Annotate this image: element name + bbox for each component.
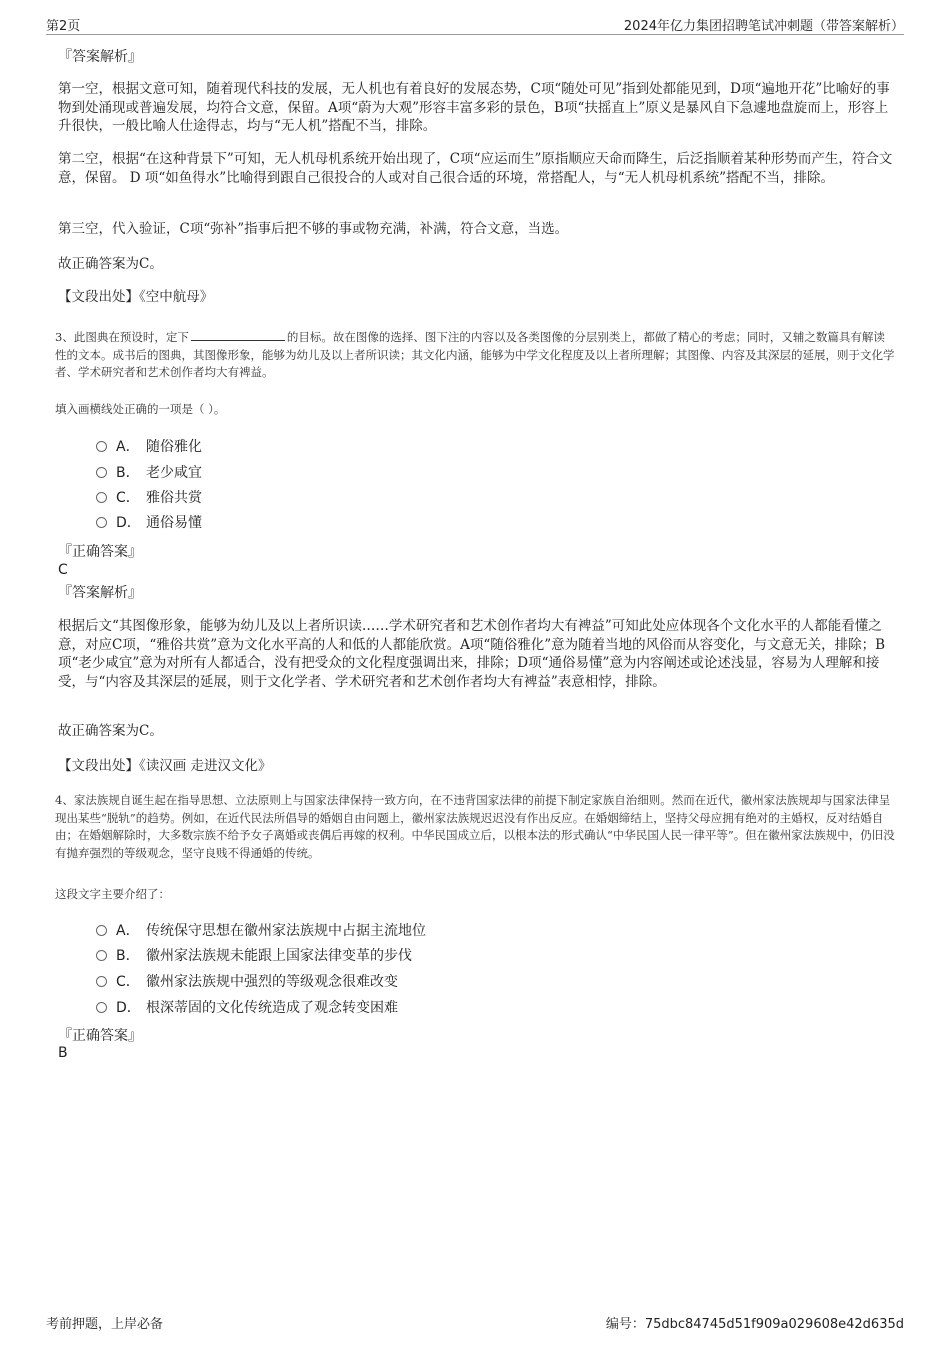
question-4-prompt: 这段文字主要介绍了： (55, 887, 170, 901)
analysis-paragraph-3: 第三空，代入验证，C项“弥补”指事后把不够的事或物充满，补满，符合文意，当选。 (58, 221, 569, 237)
option-b[interactable]: B． 徽州家法族规未能跟上国家法律变革的步伐 (96, 946, 412, 966)
page-number: 第2页 (46, 19, 81, 34)
radio-icon[interactable] (96, 1002, 107, 1013)
correct-answer: C (58, 562, 68, 578)
page-header (46, 14, 904, 35)
analysis-paragraph-2: 第二空，根据“在这种背景下”可知，无人机母机系统开始出现了，C项“应运而生”原指顺应天命而降生，后泛指顺着某种形势而产生，符合文意，保留。 D 项“如鱼得水”比喻得到跟自己很投合的人或对自己很合适的环境，常搭配人，与“无人机母机系统”搭配不当，排除。 (58, 151, 893, 186)
option-c[interactable]: C． 徽州家法族规中强烈的等级观念很难改变 (96, 972, 398, 992)
option-a[interactable]: A． 传统保守思想在徽州家法族规中占据主流地位 (96, 921, 426, 941)
radio-icon[interactable] (96, 467, 107, 478)
radio-icon[interactable] (96, 925, 107, 936)
radio-icon[interactable] (96, 492, 107, 503)
question-3-text: 3、此图典在预设时，定下 的目标。故在图像的选择、图下注的内容以及各类图像的分层别类上，都做了精心的考虑；同时，又辅之数篇具有解读性的文本。成书后的图典，其图像形象，能够为幼儿及以上者所识读；其文化内涵，能够为中学文化程度及以上者所理解；其图像、内容及其深层的延展，则于文化学者、学术研究者和艺术创作者均大有裨益。 (55, 330, 895, 379)
question-4-text: 4、家法族规自诞生起在指导思想、立法原则上与国家法律保持一致方向，在不违背国家法律的前提下制定家族自治细则。然而在近代，徽州家法族规却与国家法律呈现出某些“脱轨”的趋势。例如，在近代民法所倡导的婚姻自由问题上，徽州家法族规迟迟没有作出反应。在婚姻缔结上，坚持父母应拥有绝对的主婚权，反对结婚自由；在婚姻解除时，大多数宗族不给予女子离婚或丧偶后再嫁的权利。中华民国成立后，以根本法的形式确认“中华民国人民一律平等”。但在徽州家法族规中，仍旧没有抛弃强烈的等级观念，坚守良贱不得通婚的传统。 (55, 793, 895, 860)
option-a[interactable]: A． 随俗雅化 (96, 437, 202, 457)
option-c[interactable]: C． 雅俗共赏 (96, 488, 202, 508)
question-3-prompt: 填入画横线处正确的一项是（ ）。 (55, 402, 226, 416)
radio-icon[interactable] (96, 441, 107, 452)
option-d[interactable]: D． 通俗易懂 (96, 513, 202, 533)
correct-answer: B (58, 1045, 68, 1061)
document-code: 编号：75dbc84745d51f909a029608e42d635d (605, 1317, 904, 1332)
radio-icon[interactable] (96, 976, 107, 987)
footer-slogan: 考前押题，上岸必备 (46, 1317, 164, 1332)
radio-icon[interactable] (96, 517, 107, 528)
option-d[interactable]: D． 根深蒂固的文化传统造成了观念转变困难 (96, 998, 398, 1018)
analysis-label: 『答案解析』 (58, 585, 142, 601)
document-title: 2024年亿力集团招聘笔试冲刺题（带答案解析） (623, 19, 904, 34)
correct-answer-label: 『正确答案』 (58, 1028, 142, 1044)
conclusion: 故正确答案为C。 (58, 256, 163, 272)
radio-icon[interactable] (96, 950, 107, 961)
analysis-label: 『答案解析』 (58, 49, 142, 65)
option-b[interactable]: B． 老少咸宜 (96, 463, 202, 483)
question-3-analysis: 根据后文“其图像形象，能够为幼儿及以上者所识读……学术研究者和艺术创作者均大有裨益”可知此处应体现各个文化水平的人都能看懂之意，对应C项，“雅俗共赏”意为文化水平高的人和低的人都能欣赏。A项“随俗雅化”意为随着当地的风俗而从容变化，与文意无关，排除；B项“老少咸宜”意为对所有人都适合，没有把受众的文化程度强调出来，排除；D项“通俗易懂”意为内容阐述或论述浅显，容易为人理解和接受，与“内容及其深层的延展，则于文化学者、学术研究者和艺术创作者均大有裨益”表意相悖，排除。 (58, 618, 886, 690)
correct-answer-label: 『正确答案』 (58, 544, 142, 560)
conclusion: 故正确答案为C。 (58, 723, 163, 739)
source-citation: 【文段出处】《读汉画 走进汉文化》 (58, 758, 272, 774)
source-citation: 【文段出处】《空中航母》 (58, 289, 214, 305)
analysis-paragraph-1: 第一空，根据文意可知，随着现代科技的发展，无人机也有着良好的发展态势，C项“随处可见”指到处都能见到，D项“遍地开花”比喻好的事物到处涌现或普遍发展，均符合文意，保留。A项“蔚为大观”形容丰富多彩的景色，B项“扶摇直上”原义是暴风自下急遽地盘旋而上，形容上升很快，一般比喻人仕途得志，均与“无人机”搭配不当，排除。 (58, 81, 890, 134)
fill-in-blank (191, 329, 285, 341)
